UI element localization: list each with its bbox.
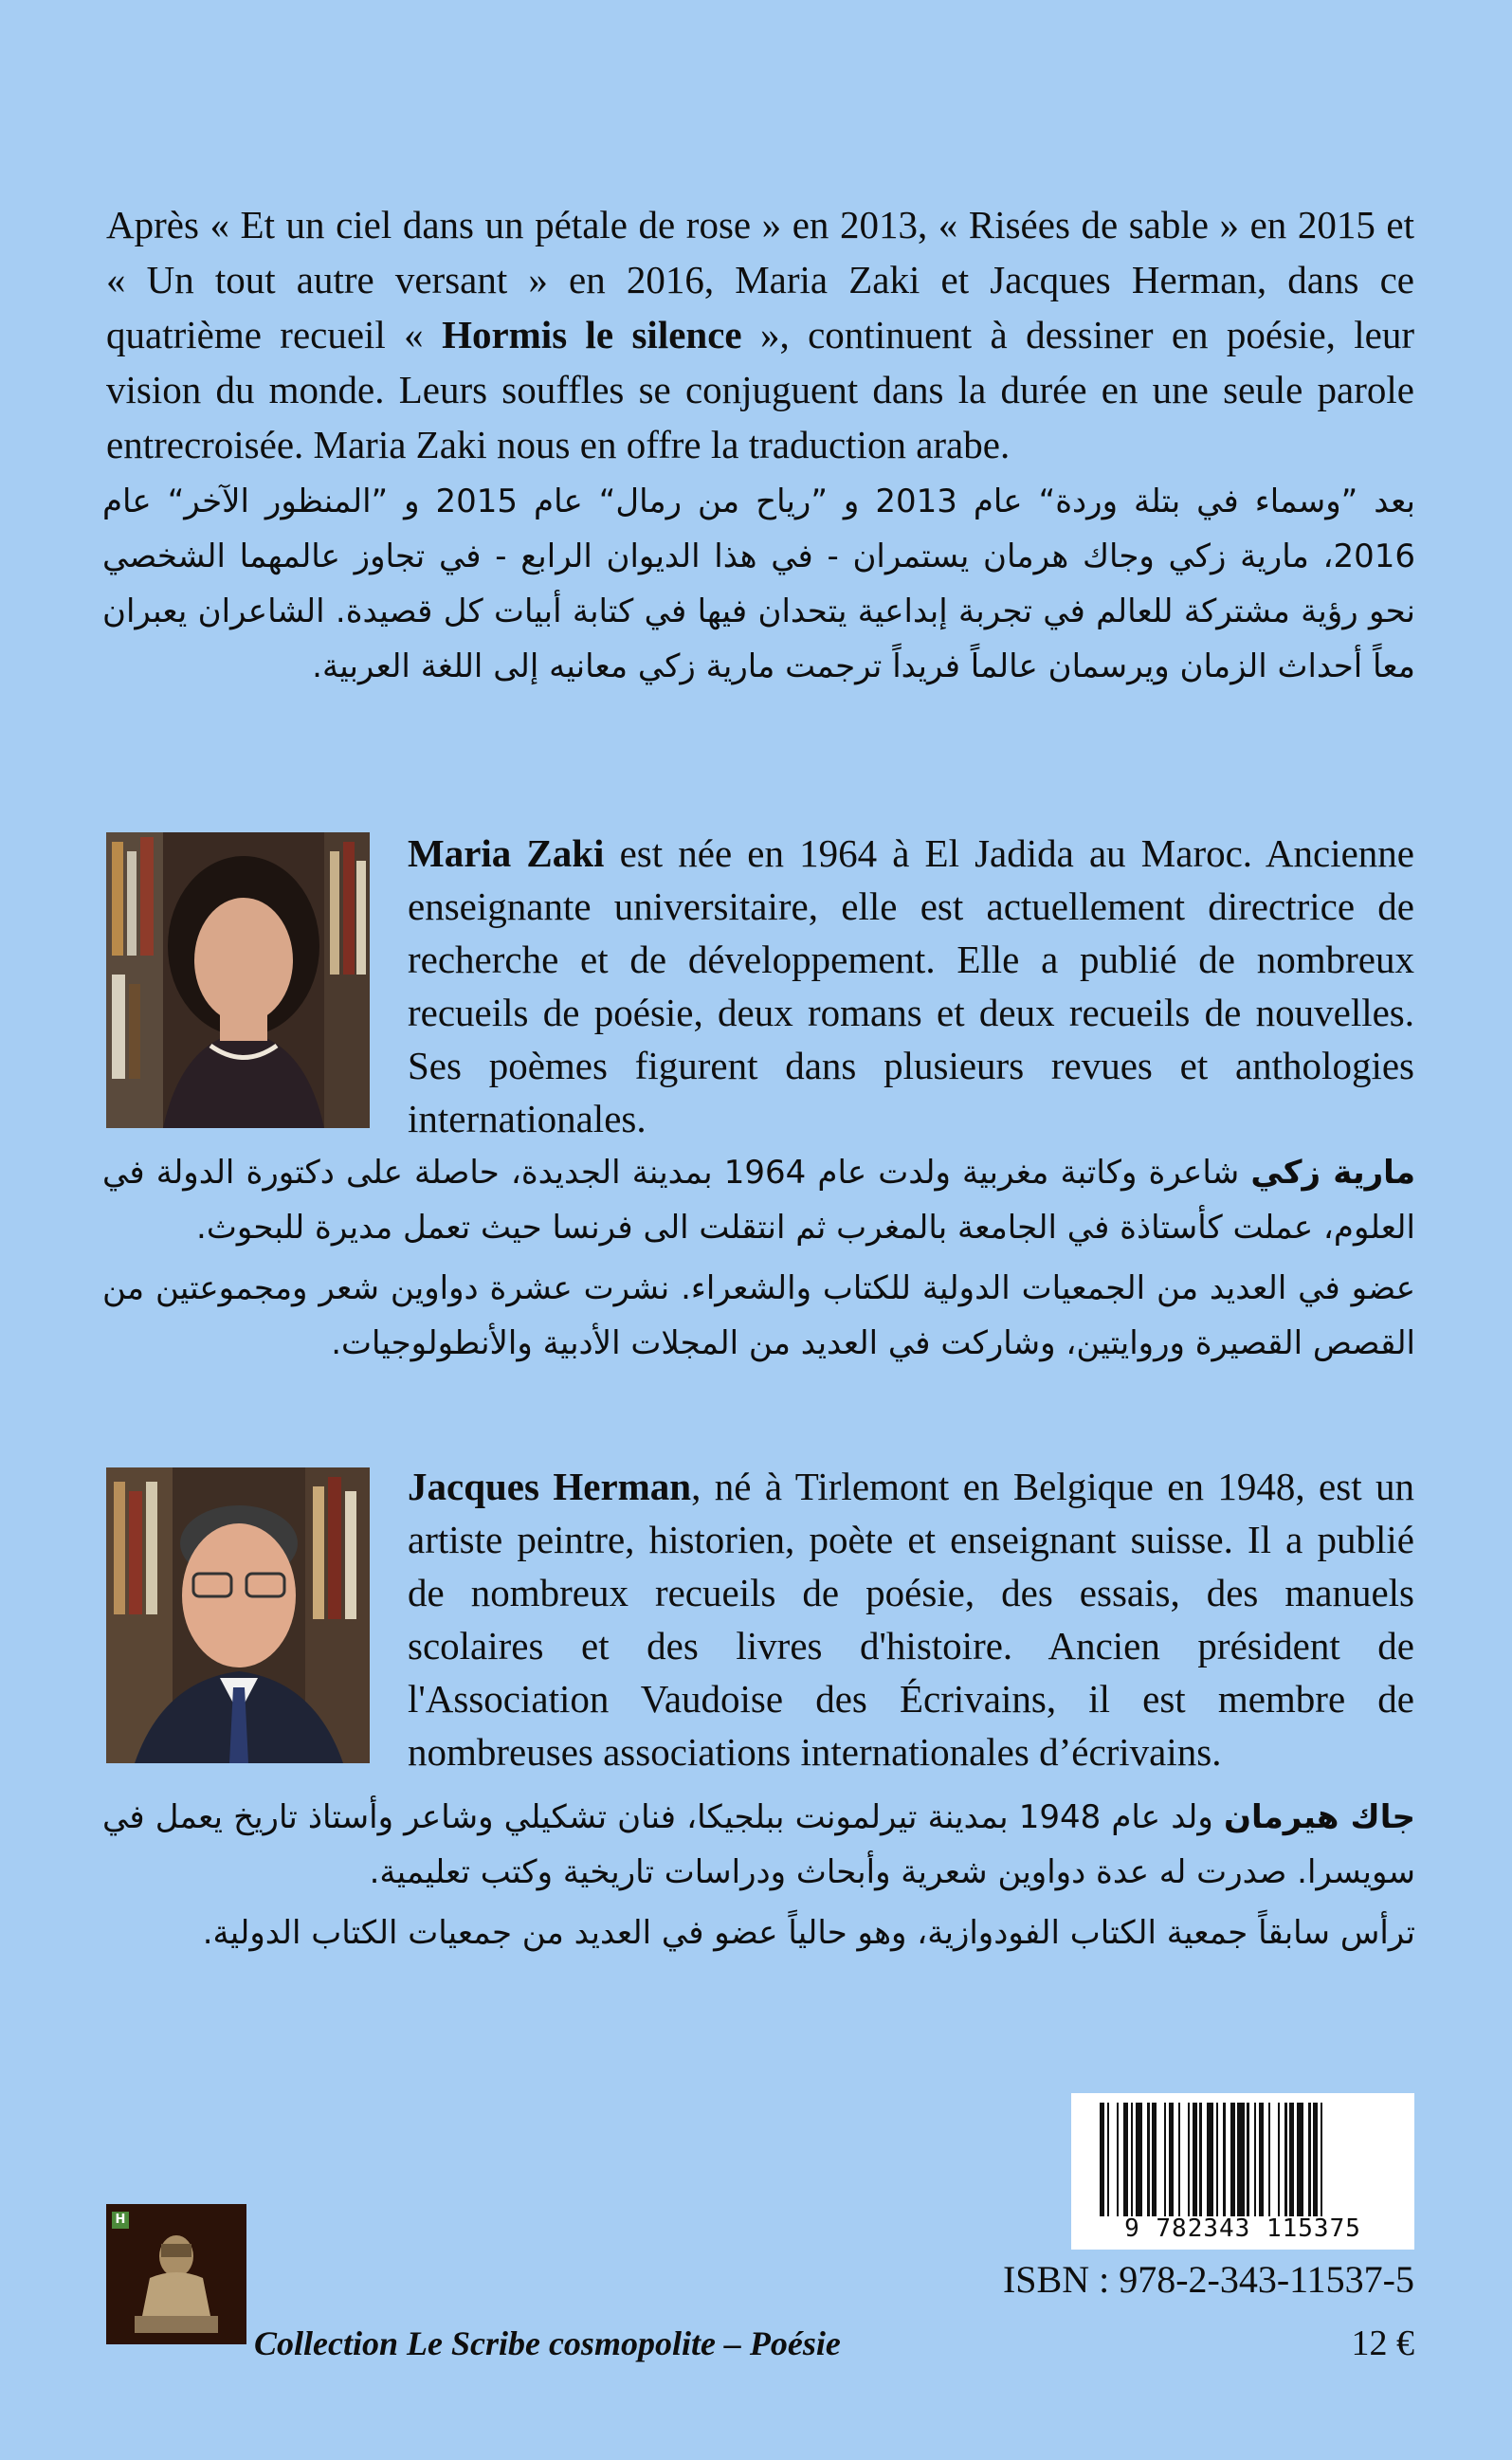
- barcode-bar: [1268, 2103, 1271, 2216]
- barcode-bar: [1216, 2103, 1219, 2216]
- publisher-logo: [106, 2204, 246, 2344]
- collection-name: Collection Le Scribe cosmopolite – Poésie: [254, 2324, 841, 2362]
- barcode-bar: [1308, 2103, 1311, 2216]
- barcode-number: 9 782343 115375: [1124, 2214, 1361, 2243]
- barcode-bar: [1321, 2103, 1323, 2216]
- barcode-bar: [1230, 2103, 1235, 2216]
- barcode-bar: [1117, 2103, 1120, 2216]
- barcode-bar: [1188, 2103, 1191, 2216]
- barcode-bars: [1100, 2103, 1384, 2216]
- intro-french: Après « Et un ciel dans un pétale de rose » en 2013, « Risées de sable » en 2015 et « Un tout autre versant » en 2016, Maria Zaki et Jacques Herman, dans ce quatrième recueil « Hormis le silence », continuent à dessiner en poésie, leur vision du monde. Leurs souffles se conjuguent dans la durée en une seule parole entrecroisée. Maria Zaki nous en offre la traduction arabe.: [106, 203, 1415, 466]
- jacques-herman-bio-french: Jacques Herman, né à Tirlemont en Belgique en 1948, est un artiste peintre, historien, poète et enseignant suisse. Il a publié de nombreux recueils de poésie, des essais, des manuels scolaires et des livres d'histoire. Ancien président de l'Association Vaudoise des Écrivains, il est membre de nombreuses associations internationales d’écrivains.: [408, 1465, 1415, 1774]
- jacques-herman-bio-arabic-1: جاك هيرمان ولد عام 1948 بمدينة تيرلمونت ببلجيكا، فنان تشكيلي وشاعر وأستاذ تاريخ يعمل في سويسرا. صدرت له عدة دواوين شعرية وأبحاث ودراسات تاريخية وكتب تعليمية.: [102, 1798, 1415, 1891]
- publisher-logo-text: H: [112, 2212, 129, 2229]
- barcode-bar: [1193, 2103, 1197, 2216]
- barcode-bar: [1164, 2103, 1167, 2216]
- maria-zaki-bio-arabic-1: مارية زكي شاعرة وكاتبة مغربية ولدت عام 1964 بمدينة الجديدة، حاصلة على دكتورة الدولة في العلوم، عملت كأستاذة في الجامعة بالمغرب ثم انتقلت الى فرنسا حيث تعمل مديرة للبحوث.: [102, 1154, 1416, 1247]
- price: 12 €: [1351, 2323, 1414, 2363]
- maria-zaki-bio-french: Maria Zaki est née en 1964 à El Jadida au Maroc. Ancienne enseignante universitaire, elle est actuellement directrice de recherche et de développement. Elle a publié de nombreux recueils de poésie, deux romans et deux recueils de nouvelles. Ses poèmes figurent dans plusieurs revues et anthologies internationales.: [408, 831, 1414, 1140]
- barcode-bar: [1199, 2103, 1202, 2216]
- barcode-bar: [1237, 2103, 1245, 2216]
- barcode-bar: [1136, 2103, 1143, 2216]
- isbn: ISBN : 978-2-343-11537-5: [1002, 2258, 1414, 2301]
- jacques-herman-photo: [106, 1467, 370, 1763]
- barcode-bar: [1152, 2103, 1157, 2216]
- barcode-bar: [1247, 2103, 1249, 2216]
- barcode-bar: [1147, 2103, 1150, 2216]
- barcode-bar: [1123, 2103, 1128, 2216]
- intro-arabic: بعد ”وسماء في بتلة وردة“ عام 2013 و ”رياح من رمال“ عام 2015 و ”المنظور الآخر“ عام 2016، مارية زكي وجاك هرمان يستمران - في هذا الديوان الرابع - في تجاوز عالمهما الشخصي نحو رؤية مشتركة للعالم في تجربة إبداعية يتحدان فيها في كتابة أبيات كل قصيدة. الشاعران يعبران معاً أحداث الزمان ويرسمان عالماً فريداً ترجمت مارية زكي معانيه إلى اللغة العربية.: [102, 483, 1415, 685]
- maria-zaki-photo: [106, 832, 370, 1128]
- barcode-bar: [1100, 2103, 1104, 2216]
- barcode-bar: [1259, 2103, 1264, 2216]
- barcode-bar: [1178, 2103, 1181, 2216]
- barcode: [1071, 2093, 1414, 2250]
- barcode-bar: [1289, 2103, 1294, 2216]
- barcode-bar: [1169, 2103, 1174, 2216]
- barcode-bar: [1131, 2103, 1134, 2216]
- barcode-bar: [1297, 2103, 1304, 2216]
- barcode-bar: [1207, 2103, 1214, 2216]
- barcode-bar: [1107, 2103, 1110, 2216]
- maria-zaki-bio-arabic-2: عضو في العديد من الجمعيات الدولية للكتاب والشعراء. نشرت عشرة دواوين شعر ومجموعتين من القصص القصيرة وروايتين، وشاركت في العديد من المجلات الأدبية والأنطولوجيات.: [102, 1269, 1415, 1362]
- barcode-bar: [1278, 2103, 1281, 2216]
- barcode-bar: [1313, 2103, 1318, 2216]
- jacques-herman-bio-arabic-2: ترأس سابقاً جمعية الكتاب الفودوازية، وهو حالياً عضو في العديد من جمعيات الكتاب الدولية.: [202, 1914, 1415, 1952]
- barcode-bar: [1284, 2103, 1287, 2216]
- maria-zaki-name: Maria Zaki: [408, 831, 605, 875]
- jacques-herman-name: Jacques Herman: [408, 1465, 692, 1508]
- book-title: Hormis le silence: [442, 313, 742, 356]
- barcode-bar: [1223, 2103, 1226, 2216]
- barcode-bar: [1254, 2103, 1257, 2216]
